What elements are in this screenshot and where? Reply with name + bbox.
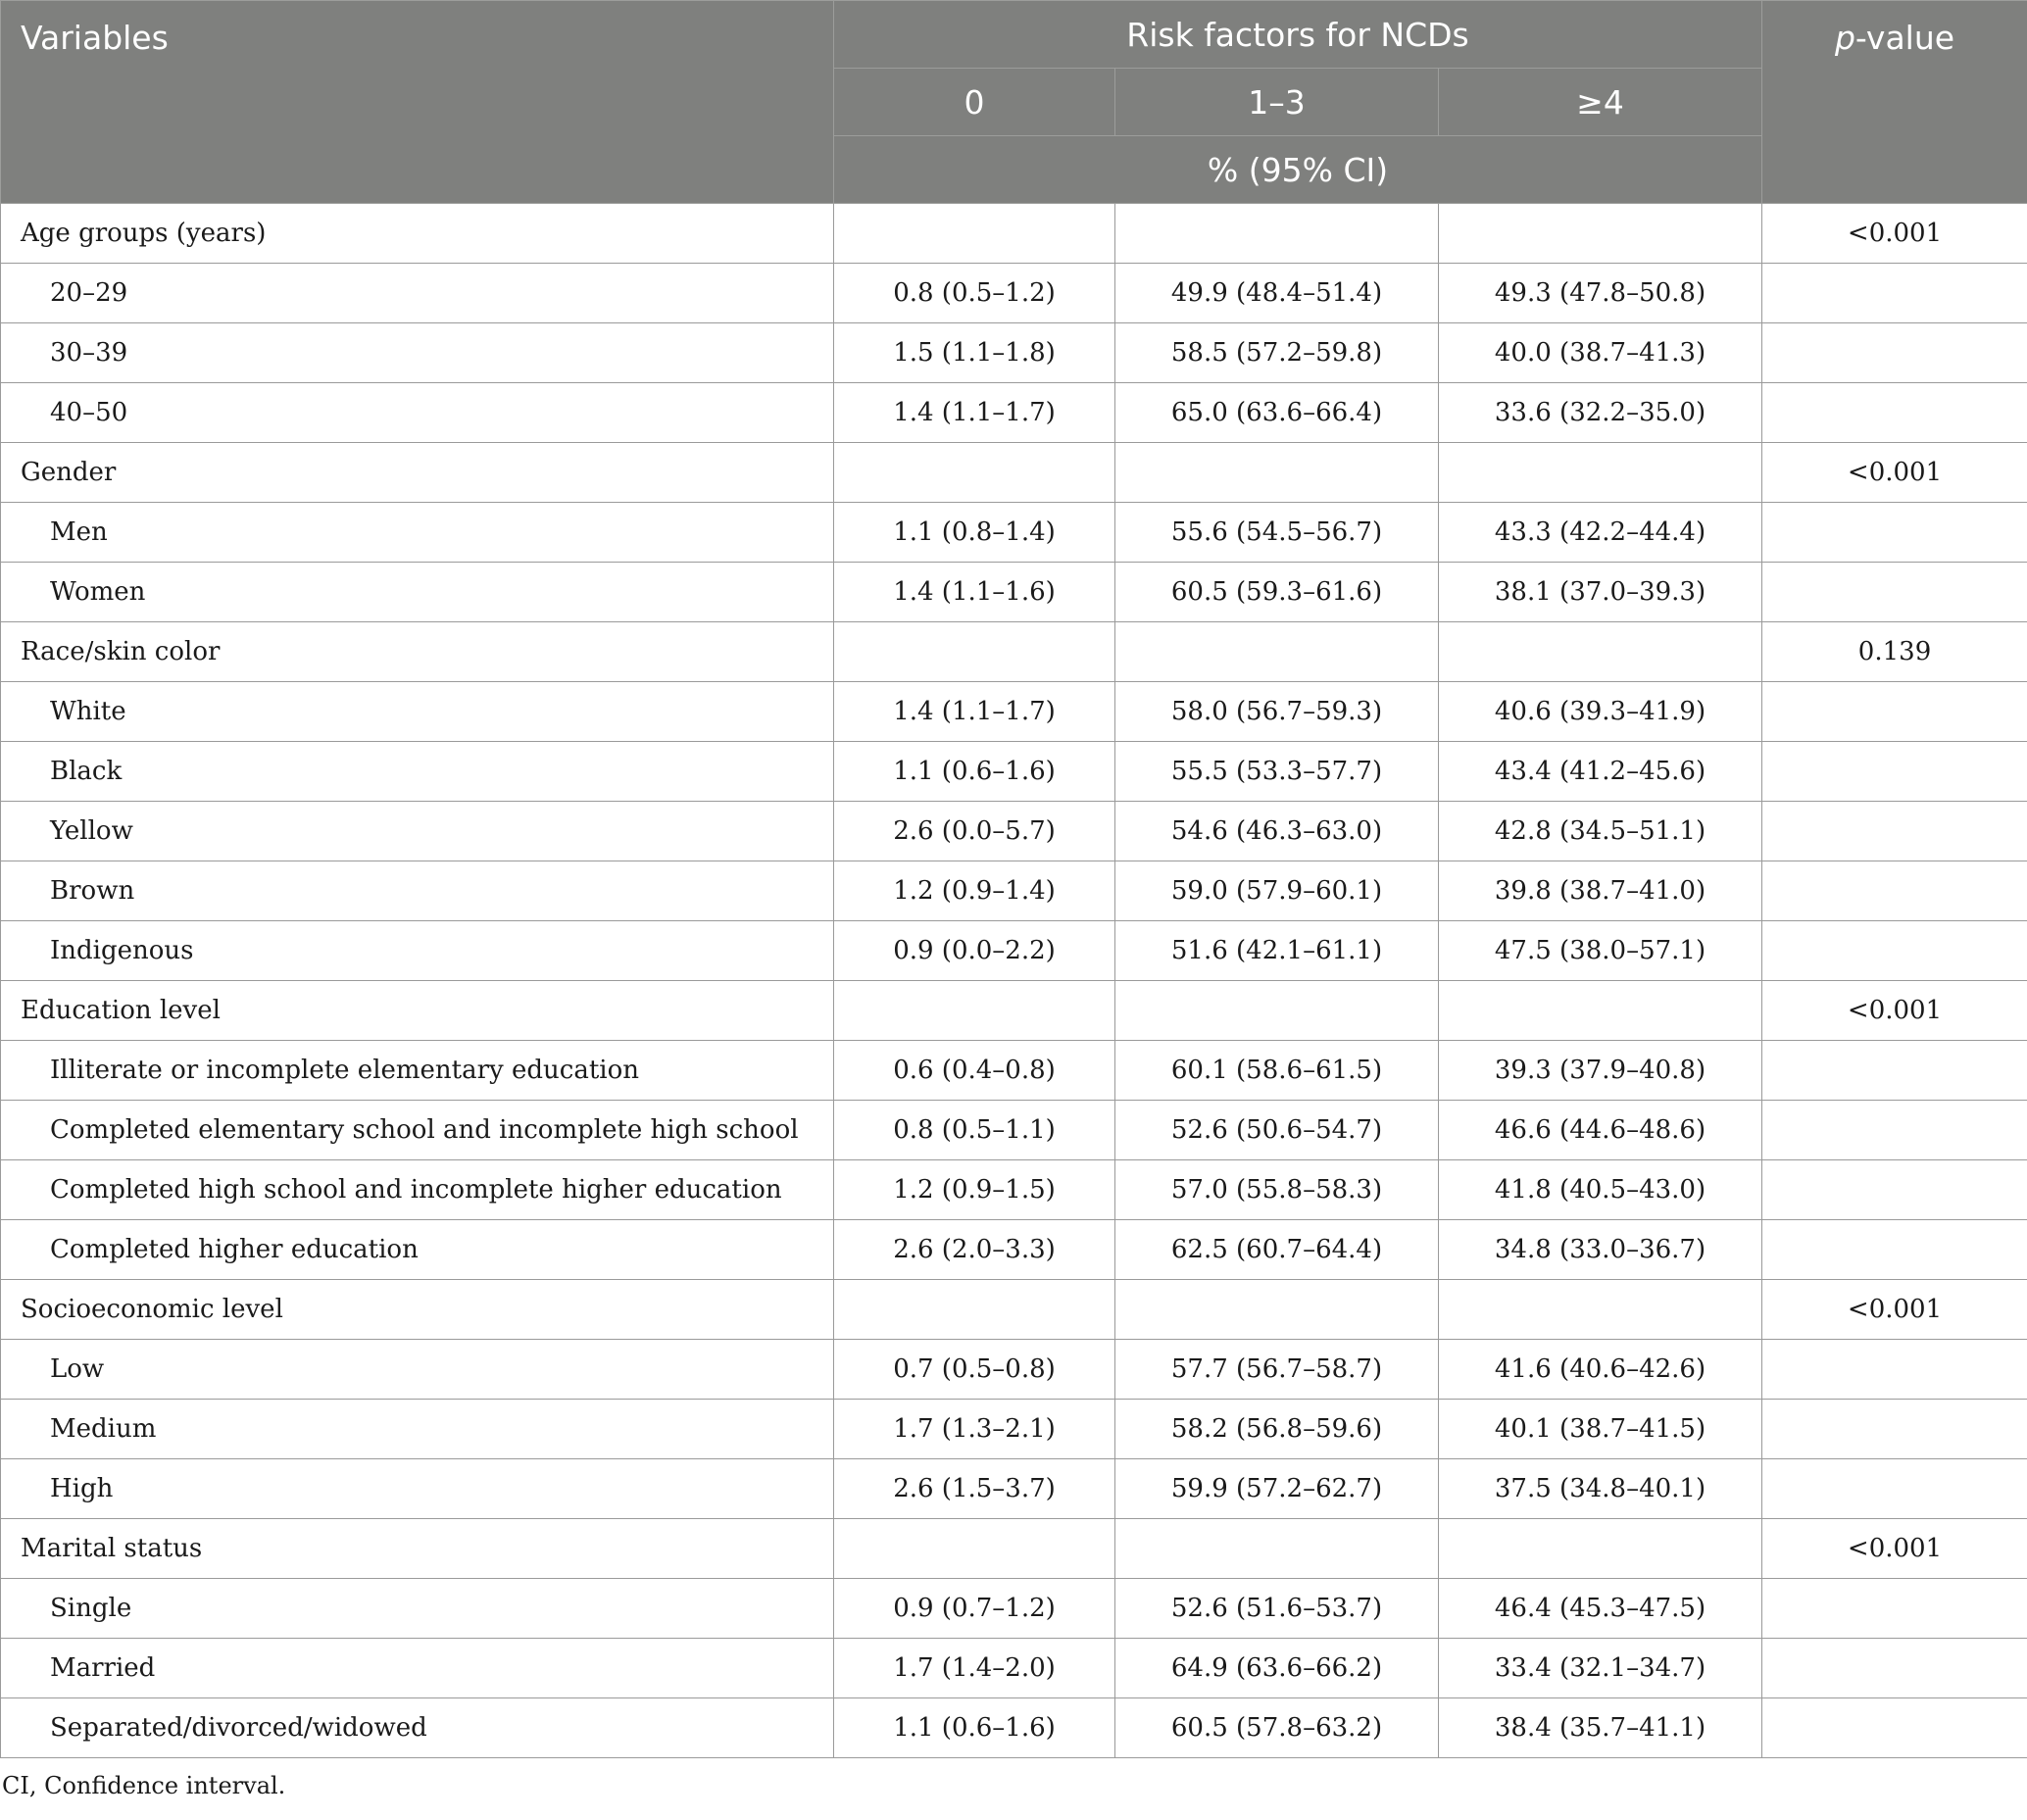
table-row: [1, 682, 2027, 742]
header-p-value: [1762, 1, 2027, 204]
group-label: Age groups (years): [1, 204, 834, 264]
header-col-1-3: 1–3: [1115, 69, 1439, 136]
row-label: Completed high school and incomplete higher education: [1, 1160, 834, 1220]
row-label: Men: [1, 503, 834, 563]
value-0: 1.4 (1.1–1.6): [834, 563, 1115, 622]
value-4plus: 40.0 (38.7–41.3): [1439, 323, 1762, 383]
header-p-rest: -value: [1854, 19, 1955, 57]
table-row: [1, 802, 2027, 861]
row-label: Completed elementary school and incomplete high school: [1, 1101, 834, 1160]
value-4plus: 33.4 (32.1–34.7): [1439, 1639, 1762, 1698]
value-1-3: 54.6 (46.3–63.0): [1115, 802, 1439, 861]
empty-cell: [1439, 981, 1762, 1041]
value-4plus: 41.8 (40.5–43.0): [1439, 1160, 1762, 1220]
empty-cell: [1762, 802, 2027, 861]
value-1-3: 57.0 (55.8–58.3): [1115, 1160, 1439, 1220]
value-4plus: 49.3 (47.8–50.8): [1439, 264, 1762, 323]
table-row: [1, 563, 2027, 622]
value-0: 1.1 (0.6–1.6): [834, 742, 1115, 802]
value-0: 0.9 (0.0–2.2): [834, 921, 1115, 981]
group-row: [1, 622, 2027, 682]
empty-cell: [834, 1519, 1115, 1579]
table-row: [1, 1639, 2027, 1698]
value-0: 1.2 (0.9–1.4): [834, 861, 1115, 921]
row-label: Indigenous: [1, 921, 834, 981]
empty-cell: [1762, 1698, 2027, 1758]
empty-cell: [1115, 981, 1439, 1041]
table-row: [1, 921, 2027, 981]
group-p-value: <0.001: [1762, 1519, 2027, 1579]
value-1-3: 57.7 (56.7–58.7): [1115, 1340, 1439, 1400]
empty-cell: [834, 443, 1115, 503]
group-label: Marital status: [1, 1519, 834, 1579]
empty-cell: [1115, 1519, 1439, 1579]
table-header: [1, 1, 2027, 204]
value-0: 1.7 (1.3–2.1): [834, 1400, 1115, 1459]
value-4plus: 46.4 (45.3–47.5): [1439, 1579, 1762, 1639]
table-row: [1, 1579, 2027, 1639]
value-0: 1.2 (0.9–1.5): [834, 1160, 1115, 1220]
value-4plus: 41.6 (40.6–42.6): [1439, 1340, 1762, 1400]
table-row: [1, 1160, 2027, 1220]
row-label: Illiterate or incomplete elementary education: [1, 1041, 834, 1101]
row-label: Married: [1, 1639, 834, 1698]
empty-cell: [1762, 921, 2027, 981]
value-1-3: 55.5 (53.3–57.7): [1115, 742, 1439, 802]
row-label: High: [1, 1459, 834, 1519]
row-label: White: [1, 682, 834, 742]
empty-cell: [1762, 861, 2027, 921]
header-ci-label: % (95% CI): [834, 136, 1762, 204]
value-1-3: 59.9 (57.2–62.7): [1115, 1459, 1439, 1519]
empty-cell: [1762, 1400, 2027, 1459]
empty-cell: [834, 981, 1115, 1041]
empty-cell: [1762, 323, 2027, 383]
value-4plus: 38.1 (37.0–39.3): [1439, 563, 1762, 622]
header-risk-factors: Risk factors for NCDs: [834, 1, 1762, 69]
group-p-value: <0.001: [1762, 1280, 2027, 1340]
value-1-3: 60.5 (59.3–61.6): [1115, 563, 1439, 622]
empty-cell: [1439, 443, 1762, 503]
group-label: Gender: [1, 443, 834, 503]
header-col-4plus: ≥4: [1439, 69, 1762, 136]
group-row: [1, 443, 2027, 503]
value-0: 0.8 (0.5–1.1): [834, 1101, 1115, 1160]
value-1-3: 55.6 (54.5–56.7): [1115, 503, 1439, 563]
value-4plus: 39.3 (37.9–40.8): [1439, 1041, 1762, 1101]
empty-cell: [1762, 1579, 2027, 1639]
empty-cell: [1762, 1459, 2027, 1519]
value-0: 1.1 (0.8–1.4): [834, 503, 1115, 563]
value-4plus: 39.8 (38.7–41.0): [1439, 861, 1762, 921]
table-row: [1, 1041, 2027, 1101]
row-label: Black: [1, 742, 834, 802]
group-label: Socioeconomic level: [1, 1280, 834, 1340]
value-1-3: 51.6 (42.1–61.1): [1115, 921, 1439, 981]
table-row: [1, 1698, 2027, 1758]
empty-cell: [1439, 1519, 1762, 1579]
empty-cell: [1439, 622, 1762, 682]
table-row: [1, 742, 2027, 802]
row-label: Low: [1, 1340, 834, 1400]
empty-cell: [1439, 1280, 1762, 1340]
value-4plus: 38.4 (35.7–41.1): [1439, 1698, 1762, 1758]
value-0: 0.8 (0.5–1.2): [834, 264, 1115, 323]
group-p-value: 0.139: [1762, 622, 2027, 682]
footnote: CI, Confidence interval.: [2, 1772, 286, 1799]
value-4plus: 46.6 (44.6–48.6): [1439, 1101, 1762, 1160]
row-label: Women: [1, 563, 834, 622]
empty-cell: [1762, 1220, 2027, 1280]
value-4plus: 40.6 (39.3–41.9): [1439, 682, 1762, 742]
table-row: [1, 1400, 2027, 1459]
empty-cell: [1115, 1280, 1439, 1340]
group-row: [1, 1519, 2027, 1579]
empty-cell: [1439, 204, 1762, 264]
empty-cell: [1762, 1160, 2027, 1220]
table-row: [1, 264, 2027, 323]
table-row: [1, 503, 2027, 563]
value-0: 1.1 (0.6–1.6): [834, 1698, 1115, 1758]
empty-cell: [1115, 443, 1439, 503]
value-0: 0.9 (0.7–1.2): [834, 1579, 1115, 1639]
row-label: Completed higher education: [1, 1220, 834, 1280]
row-label: Yellow: [1, 802, 834, 861]
table-row: [1, 1340, 2027, 1400]
value-0: 2.6 (2.0–3.3): [834, 1220, 1115, 1280]
value-0: 2.6 (1.5–3.7): [834, 1459, 1115, 1519]
value-4plus: 34.8 (33.0–36.7): [1439, 1220, 1762, 1280]
value-0: 1.7 (1.4–2.0): [834, 1639, 1115, 1698]
value-4plus: 37.5 (34.8–40.1): [1439, 1459, 1762, 1519]
value-1-3: 60.5 (57.8–63.2): [1115, 1698, 1439, 1758]
empty-cell: [834, 204, 1115, 264]
row-label: 30–39: [1, 323, 834, 383]
value-0: 1.4 (1.1–1.7): [834, 682, 1115, 742]
empty-cell: [1115, 204, 1439, 264]
group-row: [1, 204, 2027, 264]
table-row: [1, 861, 2027, 921]
header-variables: Variables: [1, 1, 834, 204]
row-label: 40–50: [1, 383, 834, 443]
group-row: [1, 981, 2027, 1041]
empty-cell: [1762, 1340, 2027, 1400]
empty-cell: [1762, 682, 2027, 742]
empty-cell: [1115, 622, 1439, 682]
empty-cell: [1762, 383, 2027, 443]
row-label: Medium: [1, 1400, 834, 1459]
row-label: Single: [1, 1579, 834, 1639]
value-4plus: 43.4 (41.2–45.6): [1439, 742, 1762, 802]
empty-cell: [1762, 503, 2027, 563]
empty-cell: [1762, 563, 2027, 622]
value-0: 0.6 (0.4–0.8): [834, 1041, 1115, 1101]
value-1-3: 62.5 (60.7–64.4): [1115, 1220, 1439, 1280]
header-col-0: 0: [834, 69, 1115, 136]
table-row: [1, 383, 2027, 443]
group-label: Education level: [1, 981, 834, 1041]
value-1-3: 58.2 (56.8–59.6): [1115, 1400, 1439, 1459]
value-1-3: 65.0 (63.6–66.4): [1115, 383, 1439, 443]
value-4plus: 43.3 (42.2–44.4): [1439, 503, 1762, 563]
value-4plus: 40.1 (38.7–41.5): [1439, 1400, 1762, 1459]
value-1-3: 52.6 (51.6–53.7): [1115, 1579, 1439, 1639]
value-1-3: 59.0 (57.9–60.1): [1115, 861, 1439, 921]
value-1-3: 58.0 (56.7–59.3): [1115, 682, 1439, 742]
value-4plus: 42.8 (34.5–51.1): [1439, 802, 1762, 861]
row-label: 20–29: [1, 264, 834, 323]
group-label: Race/skin color: [1, 622, 834, 682]
row-label: Separated/divorced/widowed: [1, 1698, 834, 1758]
empty-cell: [1762, 1101, 2027, 1160]
value-4plus: 47.5 (38.0–57.1): [1439, 921, 1762, 981]
group-row: [1, 1280, 2027, 1340]
value-0: 1.5 (1.1–1.8): [834, 323, 1115, 383]
header-p-italic: p: [1834, 19, 1855, 57]
table-row: [1, 1220, 2027, 1280]
value-0: 0.7 (0.5–0.8): [834, 1340, 1115, 1400]
table-row: [1, 323, 2027, 383]
empty-cell: [834, 622, 1115, 682]
table-row: [1, 1101, 2027, 1160]
empty-cell: [1762, 1041, 2027, 1101]
value-1-3: 58.5 (57.2–59.8): [1115, 323, 1439, 383]
empty-cell: [1762, 264, 2027, 323]
row-label: Brown: [1, 861, 834, 921]
value-0: 1.4 (1.1–1.7): [834, 383, 1115, 443]
empty-cell: [1762, 1639, 2027, 1698]
group-p-value: <0.001: [1762, 981, 2027, 1041]
value-1-3: 60.1 (58.6–61.5): [1115, 1041, 1439, 1101]
value-1-3: 52.6 (50.6–54.7): [1115, 1101, 1439, 1160]
value-4plus: 33.6 (32.2–35.0): [1439, 383, 1762, 443]
value-0: 2.6 (0.0–5.7): [834, 802, 1115, 861]
group-p-value: <0.001: [1762, 443, 2027, 503]
table-row: [1, 1459, 2027, 1519]
empty-cell: [1762, 742, 2027, 802]
table-body: [1, 204, 2027, 1758]
group-p-value: <0.001: [1762, 204, 2027, 264]
value-1-3: 64.9 (63.6–66.2): [1115, 1639, 1439, 1698]
empty-cell: [834, 1280, 1115, 1340]
value-1-3: 49.9 (48.4–51.4): [1115, 264, 1439, 323]
